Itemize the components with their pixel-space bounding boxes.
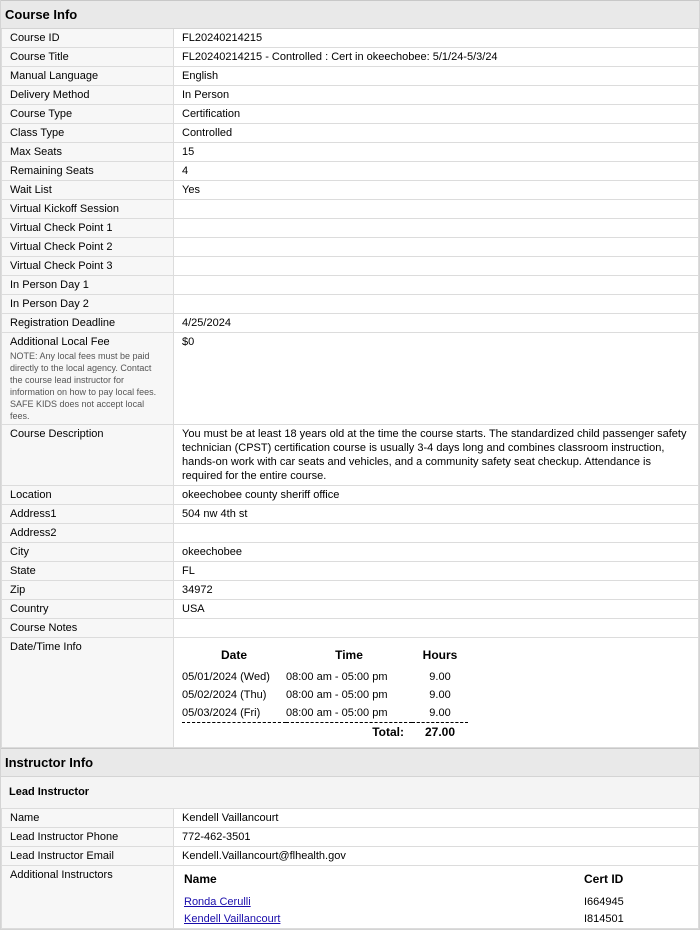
field-value: In Person (174, 86, 699, 105)
field-value: 4 (174, 162, 699, 181)
field-label: In Person Day 2 (2, 295, 174, 314)
instructor-name-link[interactable]: Ronda Cerulli (184, 896, 251, 908)
datetime-row (182, 704, 468, 723)
field-label: Max Seats (2, 143, 174, 162)
row-state (2, 562, 699, 581)
cert-id-cell: I814501 (584, 913, 624, 925)
row-country (2, 600, 699, 619)
field-label: Name (2, 809, 174, 828)
instructor-row (184, 894, 684, 911)
field-value: FL20240214215 (174, 29, 699, 48)
row-course-notes (2, 619, 699, 638)
field-value (174, 200, 699, 219)
row-virtual-check-point-2 (2, 238, 699, 257)
datetime-row (182, 668, 468, 686)
datetime-label: Date/Time Info (2, 638, 174, 748)
field-label: Course Notes (2, 619, 174, 638)
date-cell: 05/01/2024 (Wed) (182, 671, 270, 683)
field-value (174, 257, 699, 276)
field-value: FL20240214215 - Controlled : Cert in okeechobee: 5/1/24-5/3/24 (174, 48, 699, 67)
field-value: 504 nw 4th st (174, 505, 699, 524)
field-label: Course ID (2, 29, 174, 48)
row-in-person-day-2 (2, 295, 699, 314)
cert-header: Cert ID (584, 872, 624, 886)
field-label: Registration Deadline (2, 314, 174, 333)
field-value (174, 524, 699, 543)
datetime-cell (174, 638, 699, 748)
date-cell: 05/03/2024 (Fri) (182, 704, 286, 723)
local-fee-label: Additional Local Fee (10, 336, 110, 348)
instructor-name-link[interactable]: Kendell Vaillancourt (184, 913, 281, 925)
field-value: USA (174, 600, 699, 619)
row-city (2, 543, 699, 562)
field-value: Yes (174, 181, 699, 200)
row-in-person-day-1 (2, 276, 699, 295)
row-virtual-kickoff-session (2, 200, 699, 219)
field-value: 15 (174, 143, 699, 162)
row-address2 (2, 524, 699, 543)
row-course-title (2, 48, 699, 67)
row-location (2, 486, 699, 505)
local-fee-note: NOTE: Any local fees must be paid directly to the local agency. Contact the course lead instructor for information on how to pay local fees. SAFE KIDS does not accept local fees. (10, 351, 157, 421)
datetime-row (182, 686, 468, 704)
field-label: State (2, 562, 174, 581)
row-virtual-check-point-3 (2, 257, 699, 276)
instructor-info-header: Instructor Info (1, 748, 699, 777)
field-label: City (2, 543, 174, 562)
field-label (2, 333, 174, 425)
row-class-type (2, 124, 699, 143)
datetime-table (182, 646, 468, 741)
row-manual-language (2, 67, 699, 86)
row-virtual-check-point-1 (2, 219, 699, 238)
course-description-value: You must be at least 18 years old at the time the course starts. The standardized child passenger safety technician (CPST) certification course is usually 3-4 days long and combines classroom instruction, hands-on work with car seats and vehicles, and a community safety seat checkup. Attendance is required for the entire course. (174, 425, 699, 486)
row-course-description (2, 425, 699, 486)
date-header: Date (220, 648, 247, 662)
row-address1 (2, 505, 699, 524)
row-additional-local-fee (2, 333, 699, 425)
field-label: Course Title (2, 48, 174, 67)
field-value: Kendell Vaillancourt (174, 809, 699, 828)
field-label: Course Type (2, 105, 174, 124)
cert-id-cell: I664945 (584, 896, 624, 908)
additional-instructors-label: Additional Instructors (2, 866, 174, 929)
field-label: Delivery Method (2, 86, 174, 105)
field-value (174, 238, 699, 257)
hours-cell: 9.00 (429, 671, 451, 683)
row-lead-instructor-email (2, 847, 699, 866)
field-label: Address2 (2, 524, 174, 543)
field-label: Address1 (2, 505, 174, 524)
row-course-id (2, 29, 699, 48)
field-value: okeechobee (174, 543, 699, 562)
course-info-header: Course Info (1, 0, 699, 29)
field-value (174, 276, 699, 295)
field-value (174, 295, 699, 314)
row-delivery-method (2, 86, 699, 105)
field-value (174, 619, 699, 638)
row-additional-instructors (2, 866, 699, 929)
hours-header: Hours (422, 648, 458, 662)
field-label: Location (2, 486, 174, 505)
hours-cell: 9.00 (412, 704, 468, 723)
row-datetime-info (2, 638, 699, 748)
date-cell: 05/02/2024 (Thu) (182, 689, 267, 701)
field-label: Class Type (2, 124, 174, 143)
field-label: Manual Language (2, 67, 174, 86)
field-label: Virtual Kickoff Session (2, 200, 174, 219)
course-info-table (1, 29, 699, 748)
field-label: Virtual Check Point 1 (2, 219, 174, 238)
field-label: Wait List (2, 181, 174, 200)
field-label: Remaining Seats (2, 162, 174, 181)
field-value: 772-462-3501 (174, 828, 699, 847)
time-header: Time (335, 648, 363, 662)
row-wait-list (2, 181, 699, 200)
field-value: 4/25/2024 (174, 314, 699, 333)
additional-instructors-table (184, 870, 684, 928)
row-max-seats (2, 143, 699, 162)
row-remaining-seats (2, 162, 699, 181)
instructor-name-cell (184, 894, 584, 911)
field-label: Virtual Check Point 3 (2, 257, 174, 276)
field-label: In Person Day 1 (2, 276, 174, 295)
lead-instructor-header: Lead Instructor (1, 777, 699, 809)
row-registration-deadline (2, 314, 699, 333)
instructor-row (184, 911, 684, 928)
instructor-info-table (1, 809, 699, 929)
row-zip (2, 581, 699, 600)
field-value: Certification (174, 105, 699, 124)
row-lead-instructor-phone (2, 828, 699, 847)
total-label: Total: (372, 725, 404, 739)
field-value (174, 219, 699, 238)
row-course-type (2, 105, 699, 124)
hours-cell: 9.00 (429, 689, 451, 701)
field-label: Virtual Check Point 2 (2, 238, 174, 257)
total-value: 27.00 (424, 725, 456, 739)
time-cell: 08:00 am - 05:00 pm (286, 689, 388, 701)
field-value: Kendell.Vaillancourt@flhealth.gov (174, 847, 699, 866)
time-cell: 08:00 am - 05:00 pm (286, 704, 412, 723)
row-name (2, 809, 699, 828)
local-fee-value: $0 (174, 333, 699, 425)
total-row (182, 723, 468, 742)
name-header: Name (184, 872, 217, 886)
field-label: Lead Instructor Phone (2, 828, 174, 847)
field-value: okeechobee county sheriff office (174, 486, 699, 505)
field-value: English (174, 67, 699, 86)
field-label: Zip (2, 581, 174, 600)
time-cell: 08:00 am - 05:00 pm (286, 671, 388, 683)
field-value: 34972 (174, 581, 699, 600)
field-label: Country (2, 600, 174, 619)
additional-instructors-cell (174, 866, 699, 929)
field-value: FL (174, 562, 699, 581)
field-label: Lead Instructor Email (2, 847, 174, 866)
course-description-label: Course Description (2, 425, 174, 486)
instructor-name-cell (184, 911, 584, 928)
field-value: Controlled (174, 124, 699, 143)
